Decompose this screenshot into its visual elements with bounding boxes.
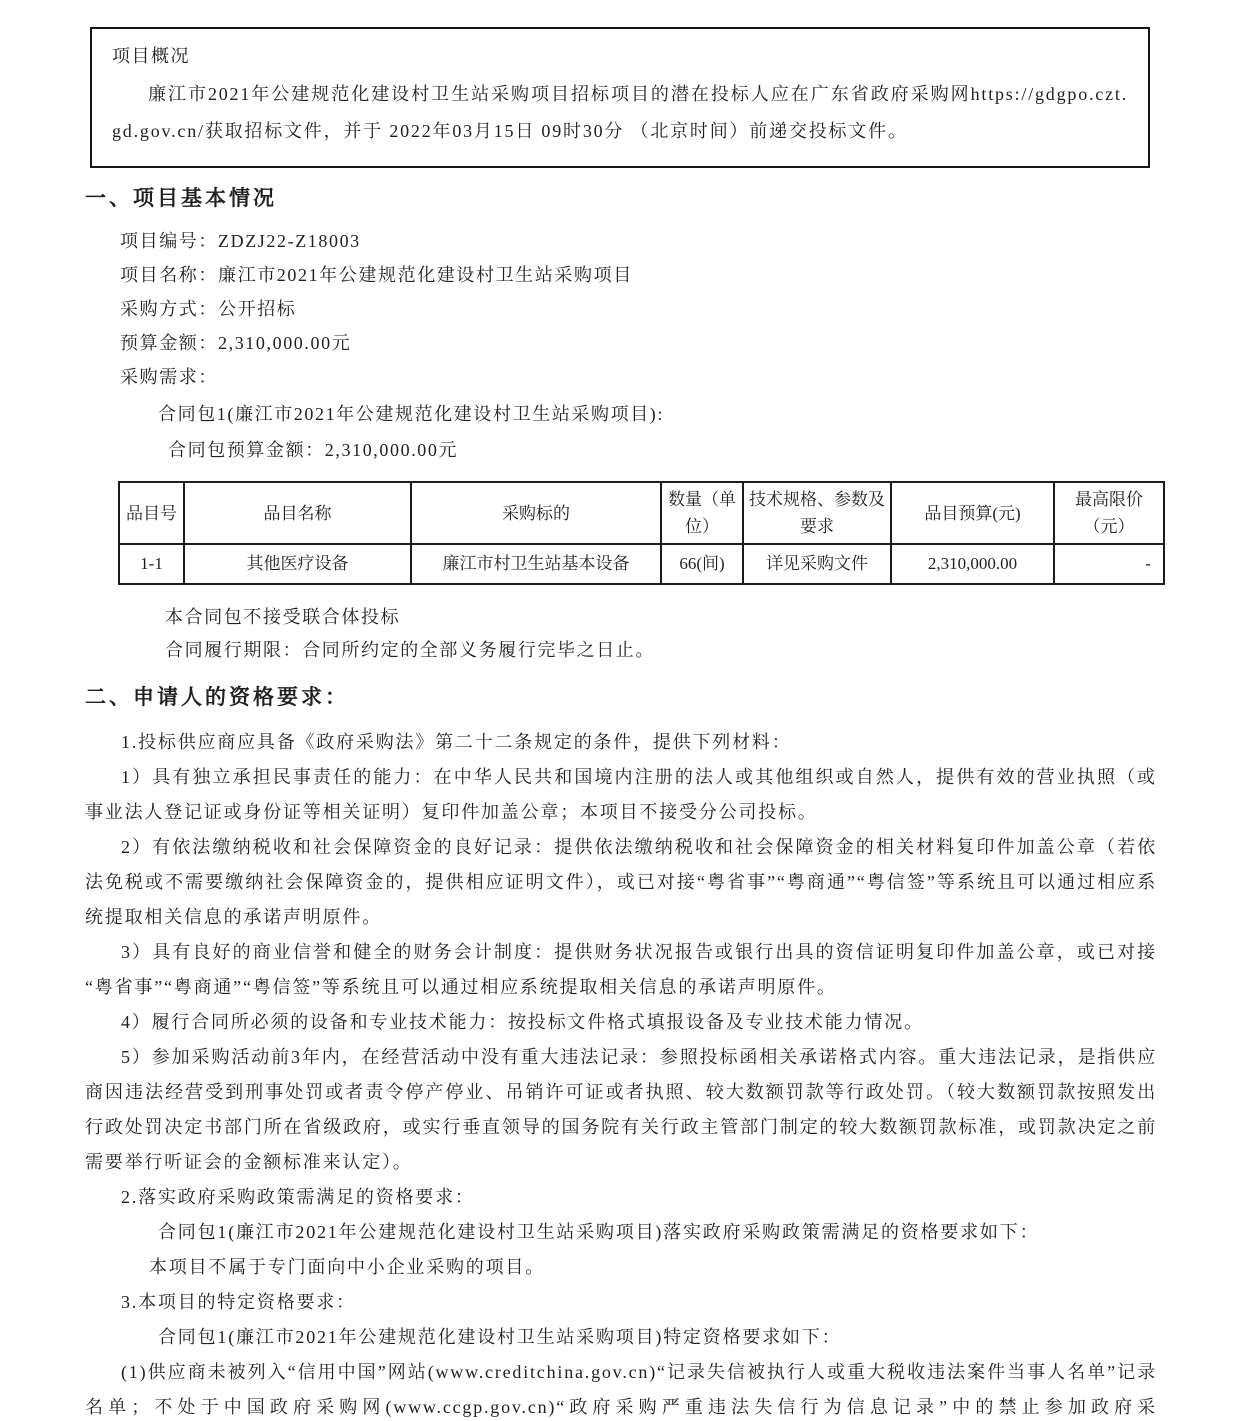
col-header-item-number: 品目号: [119, 482, 184, 544]
paragraph-1-1-civil-liability: 1）具有独立承担民事责任的能力：在中华人民共和国境内注册的法人或其他组织或自然人，提供有效的营业执照（或事业法人登记证或身份证等相关证明）复印件加盖公章；本项目不接受分公司投标。: [85, 767, 1157, 822]
cell-item-budget: 2,310,000.00: [891, 544, 1054, 584]
table-row: [119, 544, 1164, 584]
cell-item-number: 1-1: [119, 544, 184, 584]
project-basic-fields: [85, 224, 1157, 394]
paragraph-1-materials: 1.投标供应商应具备《政府采购法》第二十二条规定的条件，提供下列材料：: [121, 732, 792, 752]
paragraph-3-1-credit-china: (1)供应商未被列入“信用中国”网站(www.creditchina.gov.cn)“记录失信被执行人或重大税收违法案件当事人名单”记录名单；不处于中国政府采购网(www.ccgp.gov.cn)“政府采购严重违法失信行为信息记录”中的禁止参加政府采: [85, 1362, 1157, 1417]
cell-quantity: 66(间): [661, 544, 743, 584]
col-header-item-name: 品目名称: [184, 482, 411, 544]
overview-title: 项目概况: [112, 46, 190, 66]
contract-package-budget: 合同包预算金额：2,310,000.00元: [168, 440, 459, 460]
document-content: [85, 27, 1157, 1421]
cell-item-name: 其他医疗设备: [184, 544, 411, 584]
col-header-quantity-unit: 数量（单位）: [661, 482, 743, 544]
paragraph-2-policy-requirements: 2.落实政府采购政策需满足的资格要求：: [121, 1187, 475, 1207]
cell-procurement-target: 廉江市村卫生站基本设备: [411, 544, 661, 584]
cell-tech-specs: 详见采购文件: [743, 544, 891, 584]
overview-paragraph: 廉江市2021年公建规范化建设村卫生站采购项目招标项目的潜在投标人应在广东省政府采购网https://gdgpo.czt.gd.gov.cn/获取招标文件，并于 2022年03月15日 09时30分 （北京时间）前递交投标文件。: [112, 84, 1128, 141]
contract-package-line: 合同包1(廉江市2021年公建规范化建设村卫生站采购项目):: [158, 404, 664, 424]
paragraph-1-2-tax-social-security: 2）有依法缴纳税收和社会保障资金的良好记录：提供依法缴纳税收和社会保障资金的相关材料复印件加盖公章（若依法免税或不需要缴纳社会保障资金的，提供相应证明文件），或已对接“粤省事”“粤商通”“粤信签”等系统且可以通过相应系统提取相关信息的承诺声明原件。: [85, 837, 1157, 927]
paragraph-1-3-credit-finance: 3）具有良好的商业信誉和健全的财务会计制度：提供财务状况报告或银行出具的资信证明复印件加盖公章，或已对接“粤省事”“粤商通”“粤信签”等系统且可以通过相应系统提取相关信息的承诺声明原件。: [85, 942, 1157, 997]
cell-max-price: -: [1054, 544, 1164, 584]
field-procurement-method: 采购方式：公开招标: [120, 299, 297, 319]
section2-heading: 二、申请人的资格要求：: [85, 685, 349, 709]
table-header-row: [119, 482, 1164, 544]
field-budget-amount: 预算金额：2,310,000.00元: [120, 333, 352, 353]
project-overview-box: [90, 27, 1150, 168]
procurement-items-table: [118, 481, 1165, 585]
paragraph-1-5-no-major-violations: 5）参加采购活动前3年内，在经营活动中没有重大违法记录：参照投标函相关承诺格式内容。重大违法记录，是指供应商因违法经营受到刑事处罚或者责令停产停业、吊销许可证或者执照、较大数额罚款等行政处罚。（较大数额罚款按照发出行政处罚决定书部门所在省级政府，或实行垂直领导的国务院有关行政主管部门制定的较大数额罚款标准，或罚款决定之前需要举行听证会的金额标准来认定）。: [85, 1047, 1157, 1172]
note-no-consortium: 本合同包不接受联合体投标: [165, 607, 401, 627]
paragraph-1-4-equipment-capability: 4）履行合同所必须的设备和专业技术能力：按投标文件格式填报设备及专业技术能力情况。: [121, 1012, 924, 1032]
col-header-procurement-target: 采购标的: [411, 482, 661, 544]
paragraph-2-package-policy: 合同包1(廉江市2021年公建规范化建设村卫生站采购项目)落实政府采购政策需满足的资格要求如下：: [158, 1222, 1040, 1242]
field-procurement-demand: 采购需求：: [120, 367, 218, 387]
package-notes: [85, 601, 1157, 667]
field-project-number: 项目编号：ZDZJ22-Z18003: [120, 231, 361, 251]
paragraph-3-specific-requirements: 3.本项目的特定资格要求：: [121, 1292, 356, 1312]
qualification-paragraphs: [85, 725, 1157, 1421]
section1-heading: 一、项目基本情况: [85, 186, 277, 210]
col-header-tech-specs: 技术规格、参数及要求: [743, 482, 891, 544]
paragraph-2-not-sme: 本项目不属于专门面向中小企业采购的项目。: [149, 1257, 545, 1277]
paragraph-3-package-specific: 合同包1(廉江市2021年公建规范化建设村卫生站采购项目)特定资格要求如下：: [158, 1327, 842, 1347]
col-header-item-budget: 品目预算(元): [891, 482, 1054, 544]
field-project-name: 项目名称：廉江市2021年公建规范化建设村卫生站采购项目: [120, 265, 633, 285]
note-contract-term: 合同履行期限：合同所约定的全部义务履行完毕之日止。: [165, 640, 655, 660]
col-header-max-price: 最高限价（元）: [1054, 482, 1164, 544]
